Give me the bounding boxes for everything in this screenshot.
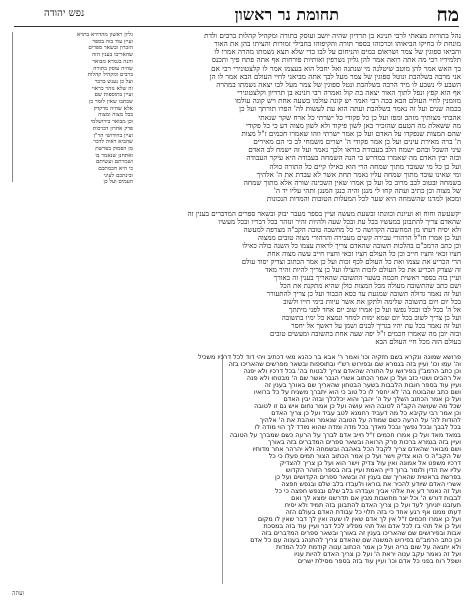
text-line: של מצוה וכן כתיב ועתה קחו לי מנגן והיה כנגן המנגן ותהי עליו יד ה': [273, 185, 461, 195]
text-line: ובינתכם לעיני: [103, 172, 133, 179]
text-line: מה ששאלת מה הטעם שהזכיר כאן לשון פיקוד ולא לשון מצוה דע כי כל פקודי: [246, 120, 461, 130]
text-line: תעזבנו יזניחך לעד ועל כן צריך האדם להתבונן בזה תמיד ולא יסיח: [284, 500, 461, 509]
text-line: וה' עמו וכו' ועיין בזה בגמרא שם ובפירוש רש"י ובתוספות ובשאר מפרשים שהאריכו בזה: [228, 360, 461, 369]
text-line: וכן כתב הרמב"ם בהלכות תשובה שהאדם צריך לראות עצמו כל השנה כולה כאילו: [242, 242, 461, 250]
text-line: וכן כתב הרמב"ן בפירושו על התורה שהאדם צריך לבטוח בה' בכל דרכיו ולא יפנה: [243, 367, 461, 376]
text-line: שהאדם צריך להתבונן במעשיו בכל עת ובכל שעה ולהיות זהיר ונזהר בכל דבריו ובכל מעשיו: [218, 218, 461, 226]
text-line: דעתו ממנו אף רגע אחד כי בזה תלוי כל עבודת האדם בעולם הזה: [285, 508, 461, 517]
text-line: ואתחנן שנאמר בו: [95, 152, 133, 159]
text-line: ועל כן צריך לשוב בכל יום שמא ימות למחר ונמצא כל ימיו בתשובה: [281, 314, 461, 322]
text-line: יקשעשה וחוח וא ועיונת וכוונתו ובשעת מעשה ועיין בספר מעבר יבוק ובשאר ספרים המדברים בענין זה: [187, 210, 461, 218]
text-line: דרכיו משפט אל אמונה ואין עול צדיק וישר הוא ועל כן צריך להצדיק: [279, 458, 461, 467]
text-line: ושפל רוח בפני כל אדם וכו' ועיין עוד בזה בספר מסילת ישרים: [297, 557, 461, 566]
text-line: בשמחה ובטוב לבב מרוב כל ועל כן אמרו שאין השכינה שורה אלא מתוך שמחה: [243, 177, 461, 187]
text-line: ועיין עוד בספר חובות הלבבות בשער הבטחון שהאריך שם באורך בענין זה: [264, 381, 461, 390]
text-line: כי היא חכמתכם: [98, 166, 133, 173]
text-line: במאד מאד ועל כן אמרו חכמים ז"ל חייב אדם לברך על הרעה כשם שמברך על הטובה: [229, 430, 461, 439]
text-line: הרי הכריע את עצמו ואת כל העולם לכף זכות ועל כן אמר הכתוב וצדיק יסוד עולם: [241, 258, 461, 266]
text-line: ועל כן כל מי שעובד מתוך שמחה הרי הוא כאילו קיים כל התורה כולה: [269, 161, 461, 171]
text-line: ועל כן נענש בדבר: [94, 78, 133, 85]
text-line: אף הוא קפץ ונפל לתוך האור יצאה בת קול ואמרה רבי חנינא בן תרדיון וקלצטונירי: [237, 88, 461, 98]
tractate-name: נפש יהודה: [44, 8, 85, 19]
text-line: ה' ברה מאירת עינים ועל כן אמר פקודי ה' ישרים משמחי לב כי הם מאירים: [253, 137, 461, 147]
text-line: פרק אחרון דברכות: [92, 125, 133, 132]
text-line: בך האש אמר להן מוטב שיטלנה מי שנתנה ואל יחבל הוא בעצמו אמר לו קלצטונירי רבי אם: [211, 63, 461, 73]
text-line: זה שלא נזהר כראוי: [91, 85, 133, 92]
text-line: עליו את הדין ולומר ברוך דיין האמת ועיין בזה בספר הזוהר הקדוש: [285, 465, 461, 474]
text-line: ועיין בזה בספר ראשית חכמה בשער התשובה שהאריך בענין זה באורך: [273, 274, 461, 282]
text-line: הזכרון ובשאר ספרים: [88, 45, 133, 52]
text-line: ובזה יובן מה שאמרו חכמים ז"ל יפה שעה אחת בתשובה ומעשים טובים: [269, 330, 461, 338]
text-line: בכל יום ויום בתשובה שלימה ולתקן את אשר עיוות בימי חייו ולשוב: [283, 298, 461, 306]
text-line: אל ה' בכל לבו ובכל נפשו ועל כן אמרו שוב יום אחד לפני מיתתך: [288, 306, 461, 314]
text-line: שהיה עוסק בתורה: [93, 65, 133, 72]
text-line: נהל בתורות מצאתי לרבי תנינא בן תרדיון שהיה יושב ועוסק בתורה ומקהיל קהלות ברבים ולדת: [204, 31, 461, 40]
text-line: ובזה יבין האדם מה שאמרו במדרש כי הנה השמחה בעבודה היא עיקר העבודה: [246, 153, 461, 163]
text-line: ושם כתב שהתשובה מעולה מכל המצות כולן שהיא מתקנת את הכל: [280, 282, 461, 290]
text-line: ועל כן אמרו חז"ל הרהורי עבירה קשים מעבירה והרהורי מצוה טובים ממצוה: [257, 234, 461, 242]
text-line: ועיין בתוספות שם: [94, 92, 133, 99]
text-line: זה שצדק הכריע את כל העולם לזכות והצילו ועל כן צריך להיות זהיר מאד: [265, 266, 461, 274]
text-line: גליון ראשון מהדורא בתרא: [76, 32, 133, 38]
text-line: וכן כתב הרמב"ם בפירוש המשנה שם שהאדם צריך להתנהג בענוה עם כל אדם: [250, 536, 461, 545]
text-line: ושם כתב שהבוטח בה' לא יחסר לו כל טוב כי הוא יתברך משגיח על כל ברואיו: [253, 388, 461, 397]
text-line: אבות ובפירושים שם שהאריכו בענין זה באורך ובשאר ספרים המדברים בזה: [261, 529, 461, 538]
text-line: וכן אמר רבי עקיבא כל מה דעביד רחמנא לטב עביד ועל כן צריך האדם: [271, 409, 461, 418]
text-line: והביאו ספוגין של צמר ושראום במים והניחום על לבו כדי שלא תצא נשמתו מהרה אמרו לו: [214, 47, 461, 57]
text-line: בעולם הזה מכל חיי העולם הבא: [375, 338, 461, 346]
text-line: שהם המצות שנפקדו על האדם ועל כן אמר ישרתי וזהו שאמרו חכמים ז"ל מצות: [241, 128, 461, 138]
text-line: העמים ועל כן: [103, 179, 133, 186]
running-title: תחומת נר ראשון: [234, 5, 339, 24]
text-line: שכל מה שעושה הקב"ה לטובה הוא עושה ועל כן אמר נחום איש גם זו לטובה: [254, 402, 461, 411]
text-line: ועל כן אמרו חכמים ז"ל אין לך אדם שאין לו שעה ואין לך דבר שאין לו מקום: [257, 515, 461, 524]
main-commentary: [136, 32, 461, 207]
text-line: ברבים ומקהיל קהלות: [87, 72, 133, 79]
text-line: וכן מבואר בירושלמי: [90, 119, 133, 126]
text-line: לבבות דורש ה' וכל יצר מחשבות מבין אם תדרשנו ימצא לך ואם: [291, 493, 461, 502]
text-line: אלא שהיה מדקדק: [93, 105, 133, 112]
text-line: בפרשת בראשית שהאריך שם בענין זה ובשאר ספרים הקדושים ועל כן: [275, 472, 461, 481]
text-line: ומכאן למדנו שהשמחה היא שער לכל המעלות הטובות והמדות הנכונות: [266, 194, 461, 204]
text-line: ועל זה נאמר בכל עת יהיו בגדיך לבנים ושמן על ראשך אל יחסר: [291, 322, 461, 330]
text-line: תלמידיו רבי מה אתה רואה אמר להן גליון נשרפין ואותיות פורחות אף אתה פתח פיך ותכנס: [211, 55, 461, 65]
text-line: אהבתי מצותיך מזהב ומפז ועל כן כל פקודי כל ישרתי כל ארח שקר שנאתי: [258, 112, 461, 122]
text-line: חציו זכאי וחציו חייב וכן כל העולם חציו זכאי וחציו חייב עשה מצוה אחת: [267, 250, 461, 258]
text-line: להודות לה' על הרעה כשם שמודה על הטובה שנאמר ואהבת את ה' אלהיך: [259, 416, 461, 425]
text-line: בכמה שנים ועל זה נאמר בשלהבת ועתה הוא עת לעשות לה' הפרו תורתך ועל כן: [239, 104, 461, 114]
page-header: [14, 4, 459, 27]
text-line: עיני השכל ובהם ישמח הלב בעבודת בוראו ולכך נאמר ועל זה ישמח לב האדם: [248, 145, 461, 155]
text-line: אני מרבה בשלהבת ונוטל ספוגין של צמר מעל לבך אתה מביאני לחיי העולם הבא אמר לו הן: [209, 71, 461, 81]
text-line: מן הפסוק בפרשת: [95, 145, 133, 152]
text-line: ועל זה נאמר דע את אלהי אביך ועבדהו בלב שלם ובנפש חפצה כי כל: [275, 486, 461, 495]
catchword: ועתה: [12, 590, 25, 597]
text-line: שהביא ראיה לדבר: [93, 139, 133, 146]
text-line: שהאריכו בענין הזה: [91, 52, 133, 59]
text-line: פרושא שמונה ונקרא בשם חזקיה וכו' ואמר ר' אבא בר כהנא מאי דכתיב ויהי דוד לכל דרכיו משכיל: [198, 353, 461, 361]
text-line: ומי שאינו עובד מתוך שמחה עליו נאמר תחת אשר לא עבדת את ה' אלהיך: [256, 169, 461, 179]
side-commentary: [12, 32, 133, 186]
text-line: ועל זה נאמר גדולה תשובה שמגעת עד כסא הכבוד ועל כן צריך להתעורר: [266, 290, 461, 298]
text-line: ושם מבואר שהאדם צריך לקבל הכל באהבה ובשמחה ולא יהרהר אחר מדותיו: [252, 444, 461, 453]
text-line: אל רהבים ושטי כזב ועל כן אמר הכתוב אשרי הגבר אשר שם ה' מבטחו ולא פנה: [246, 374, 461, 383]
text-line: ועיין בזה בגמרא ברכות פרק הרואה ובשאר ספרים המדברים בזה באורך: [267, 437, 461, 446]
middle-text: [12, 210, 461, 350]
text-line: בכל לבבך ובכל נפשך ובכל מאדך בכל מדה ומדה שהוא מודד לך הוי מודה לו: [254, 423, 461, 432]
text-line: מונחת לו בחיקו הביאוהו וכרכוהו בספר תורה והקיפוהו בחבילי זמורות והציתו בהן את האור: [213, 39, 461, 49]
text-line: ועל כן אמר הכתוב השלך על ה' יהבך והוא יכלכלך ובזה יבין האדם: [283, 395, 461, 404]
text-line: ושמרתם ועשיתם: [95, 159, 133, 166]
page-number: מח: [436, 4, 459, 26]
text-line: ועל זה נאמר עקב ענוה יראת ה' ועל כן צריך האדם להיות עניו: [294, 550, 461, 559]
text-line: ולא יסיח דעתו מן המחשבה הקדושה כי כל מחשבה טובה הקב"ה מצרפה למעשה: [243, 226, 461, 234]
text-line: ועל כן אל תהי בז לכל אדם ואל תהי מפליג לכל דבר ועיין עוד בזה במסכת: [263, 522, 461, 531]
text-line: ועיין בחידושי הר"ן: [93, 132, 133, 139]
text-line: של הקב"ה כי הוא צדיק וישר ועל כן אמר הכתוב הצור תמים פעלו כי כל: [268, 451, 461, 460]
text-line: ועיין עוד בזה בספר: [92, 38, 133, 45]
text-line: השבע לי נשבע לו מיד הרבה בשלהבת ונטל ספוגין של צמר מעל לבו יצאה נשמתו במהרה: [216, 79, 461, 89]
lower-text: [12, 354, 461, 578]
text-line: אשרי האדם שיודע להכיר את בוראו ולעבדו בלב שלם ובנפש חפצה: [281, 479, 461, 488]
text-line: שכתבו שאין לומר כן: [88, 99, 133, 106]
text-line: ולא יתגאה על שום בריה ועל כן אמר הכתוב ענוה קודמת לכל המדות: [275, 543, 461, 552]
text-line: מזומנין לחיי העולם הבא בכה רבי ואמר יש קונה עולמו בשעה אחת ויש קונה עולמו: [234, 96, 461, 106]
text-line: והנה בגמרא מבואר: [92, 58, 133, 65]
text-line: בכל מצוה ומצוה: [98, 112, 133, 119]
